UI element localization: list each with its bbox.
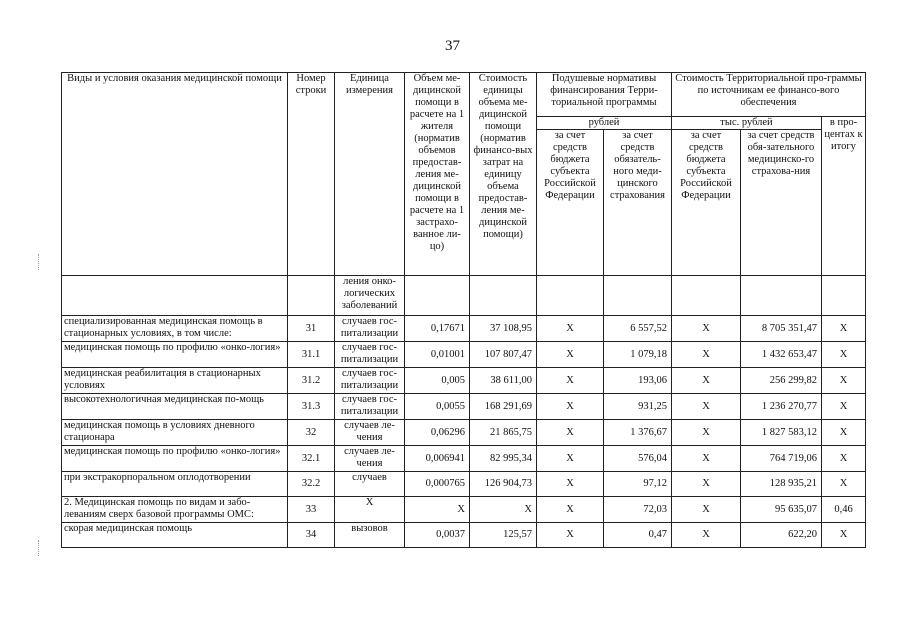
header-volume: Объем ме-дицинской помощи в расчете на 1 жителя (норматив объемов предостав-ления ме-дицинской помощи в расчете на 1 застрахо-ванное ли-цо) <box>405 73 470 276</box>
row-number: 31.1 <box>288 342 335 368</box>
row-per-capita-oms: 0,47 <box>604 523 672 548</box>
row-cost-budget: X <box>672 394 741 420</box>
header-program-cost: Стоимость Территориальной про-граммы по источникам ее финансо-вого обеспечения <box>672 73 866 117</box>
carryover-unit: ления онко-логических заболеваний <box>335 276 405 316</box>
row-unit: случаев гос-питализации <box>335 342 405 368</box>
row-per-capita-budget: X <box>537 472 604 497</box>
row-unit-cost: 125,57 <box>470 523 537 548</box>
row-cost-budget: X <box>672 497 741 523</box>
row-cost-oms: 764 719,06 <box>741 446 822 472</box>
row-percent: X <box>822 316 866 342</box>
row-cost-oms: 128 935,21 <box>741 472 822 497</box>
row-name: медицинская помощь в условиях дневного стационара <box>62 420 288 446</box>
row-unit-cost: 37 108,95 <box>470 316 537 342</box>
row-percent: X <box>822 394 866 420</box>
header-unit-cost: Стоимость единицы объема ме-дицинской помощи (норматив финансо-вых затрат на единицу объема предостав-ления ме-дицинской помощи) <box>470 73 537 276</box>
row-volume: 0,0055 <box>405 394 470 420</box>
header-kind: Виды и условия оказания медицинской помощи <box>62 73 288 276</box>
header-budget-thousand: за счет средств бюджета субъекта Российской Федерации <box>672 130 741 276</box>
row-name: высокотехнологичная медицинская по-мощь <box>62 394 288 420</box>
row-volume: 0,006941 <box>405 446 470 472</box>
row-percent: X <box>822 446 866 472</box>
row-cost-budget: X <box>672 446 741 472</box>
row-volume: 0,0037 <box>405 523 470 548</box>
row-name: медицинская помощь по профилю «онко-логия» <box>62 342 288 368</box>
row-cost-budget: X <box>672 368 741 394</box>
row-percent: 0,46 <box>822 497 866 523</box>
row-volume: X <box>405 497 470 523</box>
row-unit: случаев <box>335 472 405 497</box>
header-budget: за счет средств бюджета субъекта Российской Федерации <box>537 130 604 276</box>
row-number: 33 <box>288 497 335 523</box>
header-per-capita: Подушевые нормативы финансирования Терри-ториальной программы <box>537 73 672 117</box>
row-per-capita-budget: X <box>537 446 604 472</box>
row-number: 32.1 <box>288 446 335 472</box>
row-percent: X <box>822 368 866 394</box>
row-unit-cost: 107 807,47 <box>470 342 537 368</box>
row-cost-oms: 622,20 <box>741 523 822 548</box>
header-rubles: рублей <box>537 117 672 130</box>
header-percent: в про-центах к итогу <box>822 117 866 276</box>
row-unit-cost: 21 865,75 <box>470 420 537 446</box>
header-thousand-rubles: тыс. рублей <box>672 117 822 130</box>
row-per-capita-oms: 931,25 <box>604 394 672 420</box>
row-volume: 0,000765 <box>405 472 470 497</box>
table-row <box>62 446 866 472</box>
row-per-capita-budget: X <box>537 394 604 420</box>
header-unit: Единица измерения <box>335 73 405 276</box>
header-oms: за счет средств обязатель-ного меди-цинского страхования <box>604 130 672 276</box>
table-row <box>62 420 866 446</box>
table-row <box>62 342 866 368</box>
row-unit: вызовов <box>335 523 405 548</box>
row-name: при экстракорпоральном оплодотворении <box>62 472 288 497</box>
row-unit: случаев гос-питализации <box>335 316 405 342</box>
table-row <box>62 472 866 497</box>
header-oms-thousand: за счет средств обя-зательного медицинско-го страхова-ния <box>741 130 822 276</box>
row-volume: 0,06296 <box>405 420 470 446</box>
row-unit-cost: 168 291,69 <box>470 394 537 420</box>
margin-mark <box>38 254 40 270</box>
row-volume: 0,005 <box>405 368 470 394</box>
row-unit: случаев гос-питализации <box>335 368 405 394</box>
financing-table <box>61 72 866 548</box>
header-row-number: Номер строки <box>288 73 335 276</box>
row-name: 2. Медицинская помощь по видам и забо-леваниям сверх базовой программы ОМС: <box>62 497 288 523</box>
row-number: 31.2 <box>288 368 335 394</box>
row-per-capita-budget: X <box>537 316 604 342</box>
row-per-capita-oms: 576,04 <box>604 446 672 472</box>
row-volume: 0,01001 <box>405 342 470 368</box>
row-number: 32 <box>288 420 335 446</box>
row-name: медицинская реабилитация в стационарных условиях <box>62 368 288 394</box>
row-unit: случаев ле-чения <box>335 420 405 446</box>
row-cost-budget: X <box>672 342 741 368</box>
row-percent: X <box>822 472 866 497</box>
row-per-capita-budget: X <box>537 497 604 523</box>
row-per-capita-oms: 97,12 <box>604 472 672 497</box>
row-unit-cost: 38 611,00 <box>470 368 537 394</box>
row-unit: случаев гос-питализации <box>335 394 405 420</box>
page-number: 37 <box>445 38 460 54</box>
table-row <box>62 316 866 342</box>
row-cost-budget: X <box>672 472 741 497</box>
row-percent: X <box>822 420 866 446</box>
row-percent: X <box>822 523 866 548</box>
row-number: 31.3 <box>288 394 335 420</box>
row-number: 32.2 <box>288 472 335 497</box>
row-cost-oms: 256 299,82 <box>741 368 822 394</box>
table-row <box>62 394 866 420</box>
row-unit-cost: 126 904,73 <box>470 472 537 497</box>
row-cost-budget: X <box>672 316 741 342</box>
row-volume: 0,17671 <box>405 316 470 342</box>
row-cost-oms: 1 827 583,12 <box>741 420 822 446</box>
row-cost-oms: 95 635,07 <box>741 497 822 523</box>
row-per-capita-oms: 1 079,18 <box>604 342 672 368</box>
row-cost-budget: X <box>672 420 741 446</box>
row-per-capita-budget: X <box>537 420 604 446</box>
row-name: специализированная медицинская помощь в стационарных условиях, в том числе: <box>62 316 288 342</box>
row-unit: случаев ле-чения <box>335 446 405 472</box>
row-unit: X <box>335 497 405 523</box>
row-percent: X <box>822 342 866 368</box>
row-unit-cost: 82 995,34 <box>470 446 537 472</box>
margin-mark <box>38 540 40 556</box>
row-cost-oms: 1 236 270,77 <box>741 394 822 420</box>
row-cost-oms: 1 432 653,47 <box>741 342 822 368</box>
row-per-capita-oms: 193,06 <box>604 368 672 394</box>
row-per-capita-oms: 6 557,52 <box>604 316 672 342</box>
row-unit-cost: X <box>470 497 537 523</box>
table-row <box>62 497 866 523</box>
row-per-capita-oms: 1 376,67 <box>604 420 672 446</box>
row-cost-oms: 8 705 351,47 <box>741 316 822 342</box>
row-per-capita-budget: X <box>537 368 604 394</box>
row-per-capita-budget: X <box>537 342 604 368</box>
row-number: 34 <box>288 523 335 548</box>
table-row <box>62 523 866 548</box>
row-number: 31 <box>288 316 335 342</box>
row-per-capita-oms: 72,03 <box>604 497 672 523</box>
row-name: скорая медицинская помощь <box>62 523 288 548</box>
row-name: медицинская помощь по профилю «онко-логия» <box>62 446 288 472</box>
row-cost-budget: X <box>672 523 741 548</box>
table-row <box>62 368 866 394</box>
row-per-capita-budget: X <box>537 523 604 548</box>
